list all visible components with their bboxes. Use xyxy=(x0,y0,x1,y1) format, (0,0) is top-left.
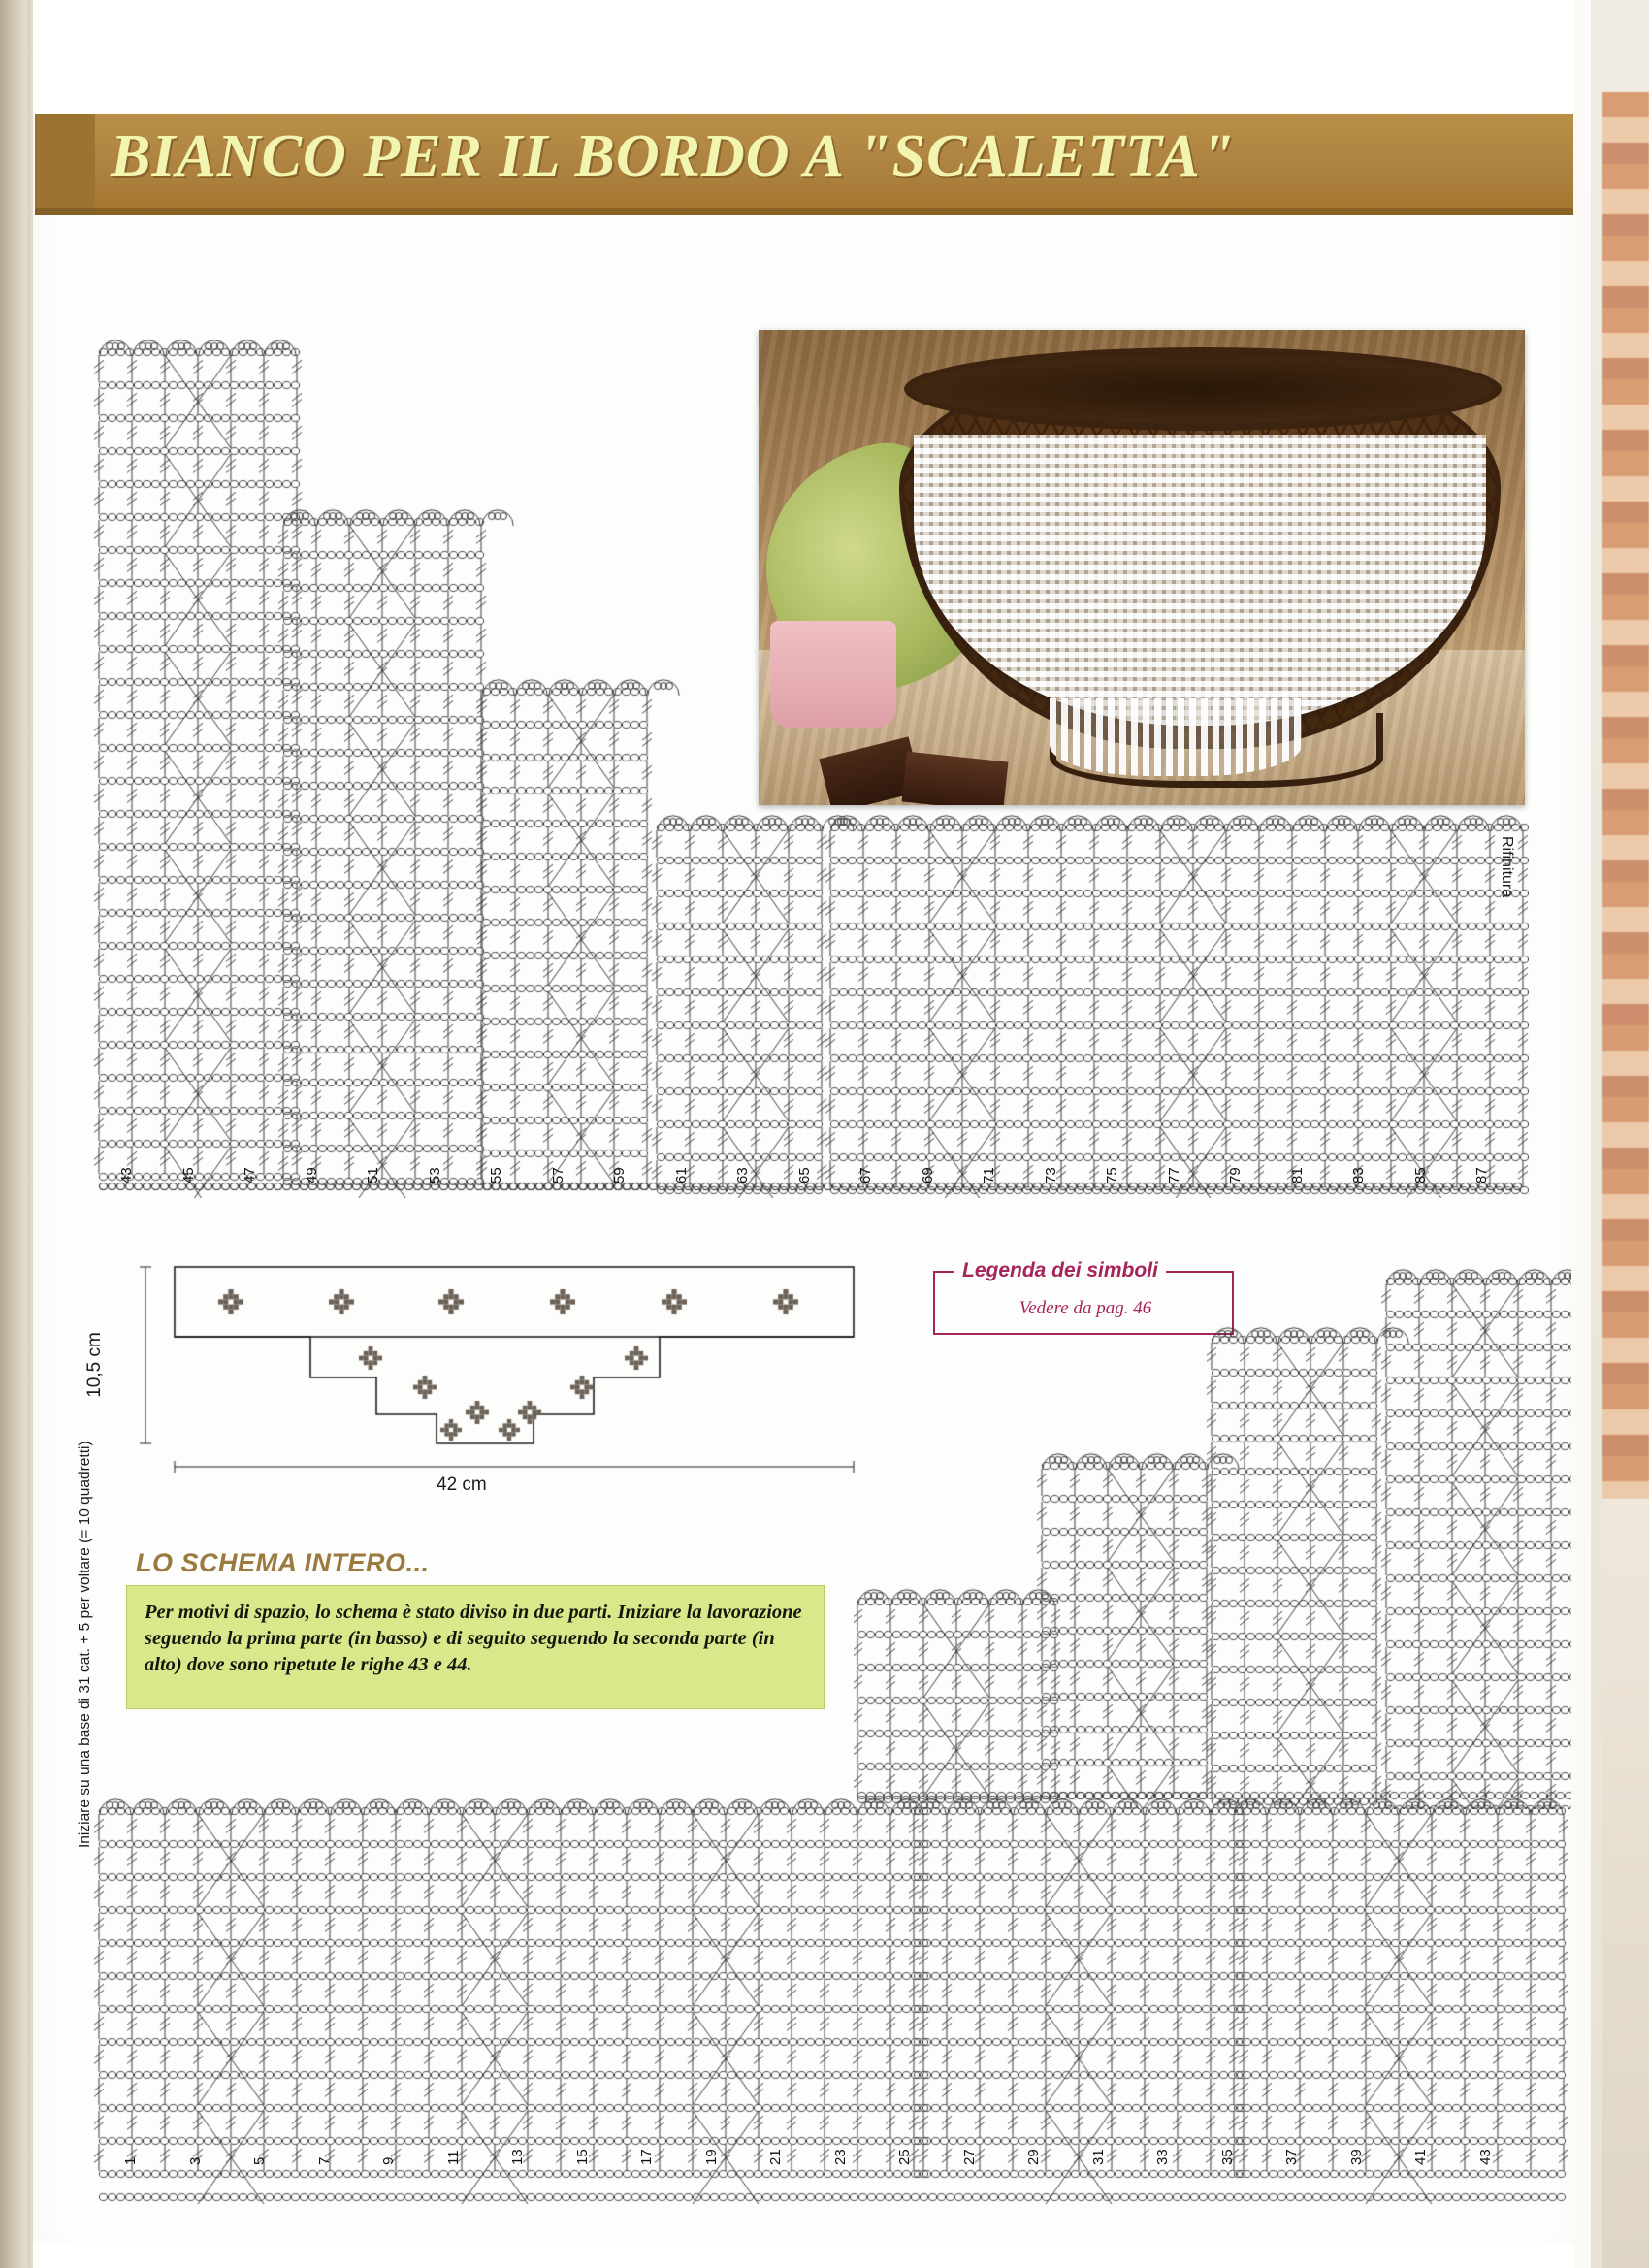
chart-row-number: 33 xyxy=(1154,2149,1171,2165)
chart-row-number: 57 xyxy=(549,1167,566,1183)
chart-bottom-canvas xyxy=(93,1790,1568,2217)
chart-row-number: 15 xyxy=(573,2149,591,2165)
chart-row-number: 43 xyxy=(118,1167,135,1183)
chart-row-number: 53 xyxy=(426,1167,443,1183)
shape-width-label: 42 cm xyxy=(436,1474,487,1495)
chart-row-number: 83 xyxy=(1350,1167,1367,1183)
chart-row-number: 29 xyxy=(1025,2149,1042,2165)
chart-row-number: 59 xyxy=(611,1167,628,1183)
chart-row-number: 49 xyxy=(303,1167,320,1183)
chart-row-number: 1 xyxy=(122,2156,139,2165)
chart-row-number: 35 xyxy=(1218,2149,1236,2165)
schema-note-text: Per motivi di spazio, lo schema è stato diviso in due parti. Iniziare la lavorazione seguendo la prima parte (in basso) e di seguito seguendo la seconda parte (in alto) dove sono ripetute le righe 43 e 44. xyxy=(145,1602,802,1676)
label-start-note: Iniziare su una base di 31 cat. + 5 per voltare (= 10 quadretti) xyxy=(77,1441,93,1848)
chart-top-canvas xyxy=(93,335,1529,1198)
chart-row-number: 11 xyxy=(444,2150,462,2165)
page-title-banner xyxy=(35,114,1573,215)
chart-row-number: 13 xyxy=(509,2149,526,2165)
chart-row-number: 51 xyxy=(365,1167,381,1183)
chart-row-number: 27 xyxy=(960,2149,978,2165)
shape-diagram xyxy=(83,1249,902,1507)
chart-bottom-part-stair xyxy=(93,1790,1568,2217)
chart-row-number: 41 xyxy=(1412,2149,1429,2165)
chart-top-part-stair xyxy=(93,335,1529,1198)
chart-row-number: 67 xyxy=(857,1167,874,1183)
chart-row-number: 45 xyxy=(179,1167,197,1183)
chart-row-number: 25 xyxy=(896,2149,913,2165)
chart-row-number: 73 xyxy=(1042,1167,1059,1183)
chart-row-number: 7 xyxy=(315,2156,333,2165)
page-bottom-margin xyxy=(33,2243,1585,2268)
chart-row-number: 23 xyxy=(831,2149,849,2165)
chart-bottom-part-upper-stair xyxy=(854,1266,1571,1809)
chart-row-number: 17 xyxy=(638,2149,655,2165)
chart-bottom-upper-canvas xyxy=(854,1266,1571,1809)
schema-note-box xyxy=(126,1585,824,1709)
chart-row-number: 19 xyxy=(702,2149,720,2165)
chart-row-number: 5 xyxy=(251,2156,268,2165)
chart-row-number: 65 xyxy=(795,1167,813,1183)
banner-left-block xyxy=(35,114,95,215)
label-rifinitura: Rifinitura xyxy=(1499,836,1515,898)
chart-row-number: 47 xyxy=(242,1167,258,1183)
chart-row-number: 21 xyxy=(767,2149,784,2165)
schema-heading: LO SCHEMA INTERO... xyxy=(136,1548,430,1577)
chart-row-number: 43 xyxy=(1476,2149,1494,2165)
chart-row-number: 63 xyxy=(734,1167,751,1183)
chart-row-number: 71 xyxy=(981,1167,997,1183)
scan-right-color-bleed xyxy=(1602,92,1649,1499)
chart-row-number: 3 xyxy=(186,2156,204,2165)
chart-row-number: 81 xyxy=(1288,1167,1306,1183)
chart-row-number: 31 xyxy=(1089,2149,1107,2165)
chart-row-number: 69 xyxy=(919,1167,936,1183)
page-top-margin xyxy=(33,0,1585,116)
shape-height-label: 10,5 cm xyxy=(83,1332,105,1398)
chart-row-number: 39 xyxy=(1347,2149,1365,2165)
shape-diagram-canvas xyxy=(116,1249,902,1507)
chart-row-number: 87 xyxy=(1473,1167,1490,1183)
chart-row-number: 85 xyxy=(1411,1167,1429,1183)
chart-row-number: 37 xyxy=(1283,2149,1300,2165)
chart-row-number: 9 xyxy=(380,2156,397,2165)
chart-row-number: 77 xyxy=(1165,1167,1182,1183)
chart-row-number: 75 xyxy=(1104,1167,1120,1183)
chart-row-number: 55 xyxy=(488,1167,504,1183)
chart-row-number: 61 xyxy=(672,1167,690,1183)
banner-bottom-shadow xyxy=(35,208,1573,215)
chart-row-number: 79 xyxy=(1227,1167,1244,1183)
page-title: BIANCO PER IL BORDO A "SCALETTA" xyxy=(111,123,1236,189)
scan-right-lower-bleed xyxy=(1602,1499,1649,2268)
